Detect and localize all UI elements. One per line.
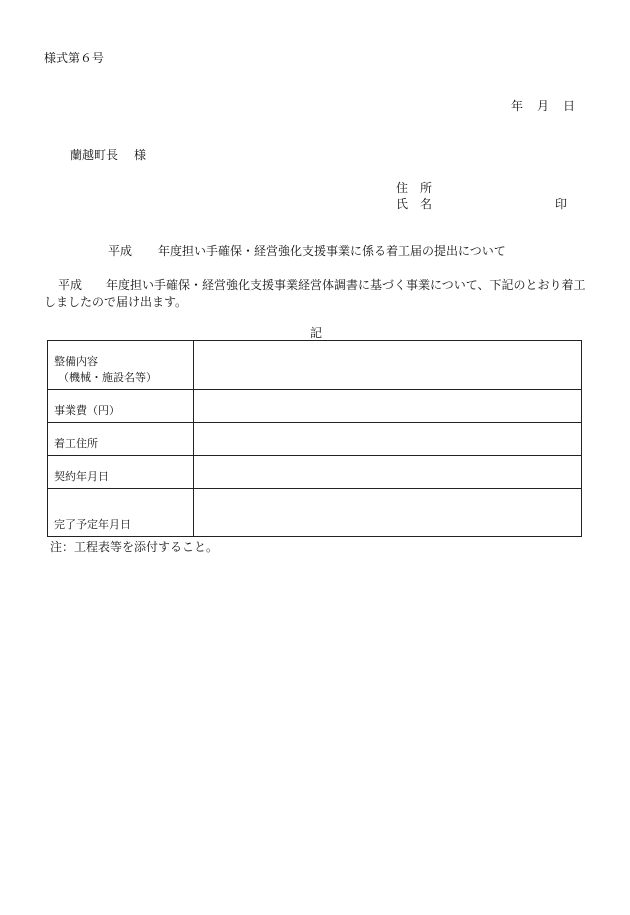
body-paragraph: 平成 年度担い手確保・経営強化支援事業経営体調書に基づく事業について、下記のとおり着工しましたので届け出ます。 [44, 278, 586, 309]
row-label-cost: 事業費（円） [48, 390, 194, 423]
sender-name-label: 氏 名 [396, 197, 433, 211]
table-row [48, 390, 582, 423]
row-value-completion-date[interactable] [194, 489, 582, 537]
table-row [48, 423, 582, 456]
row-value-equipment[interactable] [194, 341, 582, 390]
footnote: 注：工程表等を添付すること。 [50, 540, 219, 554]
row-label-equipment [48, 341, 194, 390]
row-value-contract-date[interactable] [194, 456, 582, 489]
table-row [48, 341, 582, 390]
record-table [47, 340, 582, 537]
row-label-completion-date: 完了予定年月日 [48, 489, 194, 537]
ki-heading: 記 [310, 326, 323, 340]
addressee-name: 蘭越町長 [70, 148, 119, 162]
date-line [511, 99, 575, 113]
date-month: 月 [537, 99, 550, 113]
row-label-text: 整備内容 [54, 355, 98, 368]
row-label-site: 着工住所 [48, 423, 194, 456]
table-row [48, 456, 582, 489]
row-value-cost[interactable] [194, 390, 582, 423]
table-row [48, 489, 582, 537]
sender-address-label: 住 所 [396, 181, 433, 195]
addressee-honorific: 様 [134, 148, 147, 162]
date-day: 日 [563, 99, 576, 113]
row-label-subtext: （機械・施設名等） [58, 371, 157, 384]
seal-mark: 印 [555, 197, 568, 211]
title-text: 年度担い手確保・経営強化支援事業に係る着工届の提出について [158, 244, 506, 258]
document-title [108, 244, 506, 258]
row-value-site[interactable] [194, 423, 582, 456]
form-number: 様式第６号 [44, 51, 105, 65]
addressee [70, 148, 146, 162]
row-label-contract-date: 契約年月日 [48, 456, 194, 489]
date-year: 年 [511, 99, 524, 113]
title-era: 平成 [108, 244, 133, 258]
